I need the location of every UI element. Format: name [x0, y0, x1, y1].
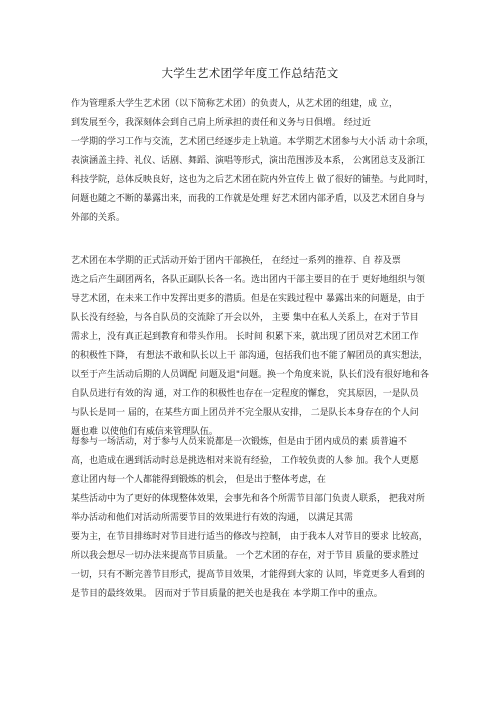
text-line: 科技学院，总体反映良好，这也为之后艺术团在院内外宣传上 做了很好的铺垫。与此同时，: [71, 175, 434, 185]
text-line: 选之后产生副团两名，各队正副队长各一名。选出团内干部主要目的在于 更好地组织与领: [71, 275, 425, 285]
paragraph-1: [71, 95, 439, 228]
text-line: 表演涵盖主持、礼仪、话剧、舞蹈、演唱等形式，演出范围涉及本系， 公寓团总支及浙江: [71, 156, 425, 166]
text-line: 某些活动中为了更好的体现整体效果，会事先和各个所需节目部门负责人联系， 把我对所: [71, 494, 425, 504]
paragraph-2: [71, 252, 439, 442]
text-line: 是节目的最终效果。 因而对于节目质量的把关也是我在 本学期工作中的重点。: [71, 589, 383, 599]
text-line: 与队长是同一 届的，在某些方面上团员并不完全服从安排， 二是队长本身存在的个人问: [71, 408, 419, 418]
text-line: 问题也随之不断的暴露出来，而我的工作就是处理 好艺术团内部矛盾，以及艺术团自身与: [71, 194, 425, 204]
text-line: 高，也造成在遇到活动时总是挑选相对来说有经验， 工作较负责的人参 加。我个人更愿: [71, 456, 419, 466]
text-line: 以至于产生活动后期的人员调配 问题及退"问题。换一个角度来说，队长们没有很好地和各: [71, 370, 430, 380]
text-line: 所以我会想尽一切办法来提高节目质量。 一个艺术团的存在，对于节目 质量的要求胜过: [71, 551, 419, 561]
text-line: 意让团内每一个人都能得到锻炼的机会， 但是出于整体考虑，在: [71, 475, 326, 485]
text-line: 队长没有经验，与各自队员的交流除了开会以外， 主要 集中在私人关系上，在对于节目: [71, 313, 419, 323]
text-line: 举办活动和他们对活动所需要节目的效果进行有效的沟通， 以满足其需: [71, 513, 353, 523]
text-line: 的积极性下降， 有想法不敢和队长以上干 部沟通，包括我们也不能了解团员的真实想法，: [71, 351, 428, 361]
text-line: 每参与一场活动，对于参与人员来说都是一次锻炼，但是由于团内成员的素 质普遍不: [71, 437, 407, 447]
text-line: 自队员进行有效的沟 通，对工作的积极性也存在一定程度的懈怠， 究其原因，一是队员: [71, 389, 419, 399]
text-line: 外部的关系。: [71, 213, 126, 223]
text-line: 需求上，没有真正起到教育和带头作用。 长时间 积累下来，就出现了团员对艺术团工作: [71, 332, 419, 342]
text-line: 一切，只有不断完善节目形式，提高节目效果，才能得到大家的 认同，毕竟更多人看到的: [71, 570, 425, 580]
text-line: 作为管理系大学生艺术团（以下简称艺术团）的负责人，从艺术团的组建，成 立，: [71, 99, 398, 109]
text-line: 艺术团在本学期的正式活动开始于团内干部换任， 在经过一系列的推荐、自 荐及票: [71, 256, 401, 266]
text-line: 题也难 以使他们有威信来管理队伍。: [71, 427, 218, 437]
text-line: 导艺术团，在未来工作中发挥出更多的潜质。但是在实践过程中 暴露出来的问题是，由于: [71, 294, 425, 304]
paragraph-3: [71, 433, 439, 604]
text-line: 一学期的学习工作与交流，艺术团已经逐步走上轨道。本学期艺术团参与大小活 动十余项，: [71, 137, 434, 147]
document-title: 大学生艺术团学年度工作总结范文: [161, 66, 339, 80]
text-line: 到发展至今，我深刻体会到自己肩上所承担的责任和义务与日俱增。 经过近: [71, 118, 371, 128]
text-line: 要为主，在节目排练时对节目进行适当的修改与控制， 由于我本人对节目的要求 比较高，: [71, 532, 428, 542]
